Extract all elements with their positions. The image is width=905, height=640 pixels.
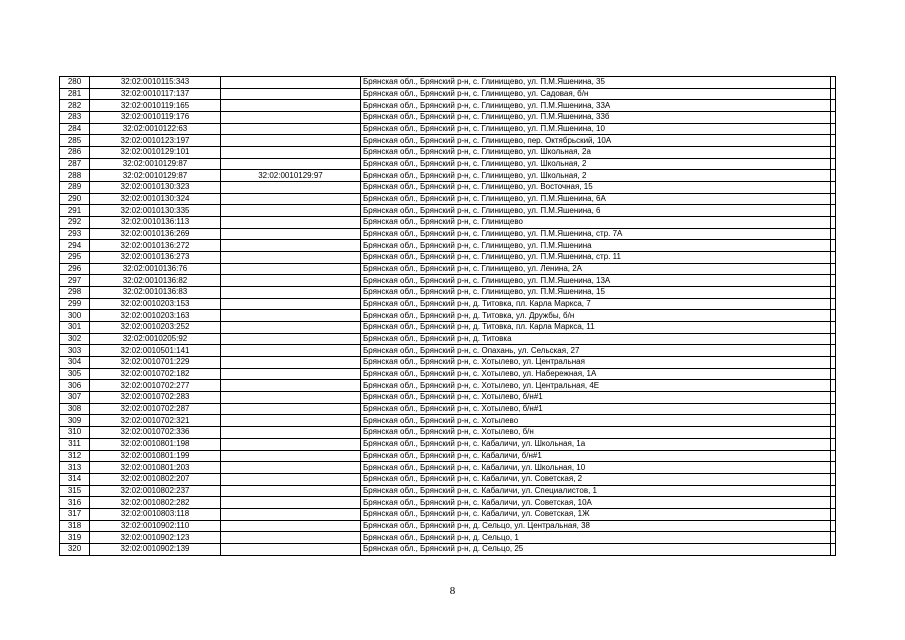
row-number-cell: 291 <box>60 205 90 217</box>
table-row <box>60 532 836 544</box>
linked-cadastral-cell <box>221 252 361 264</box>
address-cell: Брянская обл., Брянский р-н, с. Опахань, ул. Сельская, 27 <box>361 345 831 357</box>
cadastral-number-cell: 32:02:0010702:321 <box>90 415 221 427</box>
table-row <box>60 333 836 345</box>
row-number-cell: 288 <box>60 170 90 182</box>
table-row <box>60 123 836 135</box>
row-number-cell: 311 <box>60 438 90 450</box>
table-row <box>60 228 836 240</box>
linked-cadastral-cell <box>221 298 361 310</box>
table-row <box>60 497 836 509</box>
linked-cadastral-cell <box>221 287 361 299</box>
linked-cadastral-cell <box>221 112 361 124</box>
table-row <box>60 205 836 217</box>
linked-cadastral-cell <box>221 520 361 532</box>
address-cell: Брянская обл., Брянский р-н, с. Глинищево, ул. Школьная, 2 <box>361 158 831 170</box>
empty-cell <box>831 415 836 427</box>
linked-cadastral-cell <box>221 100 361 112</box>
row-number-cell: 304 <box>60 357 90 369</box>
address-cell: Брянская обл., Брянский р-н, с. Кабаличи, ул. Специалистов, 1 <box>361 485 831 497</box>
empty-cell <box>831 357 836 369</box>
row-number-cell: 306 <box>60 380 90 392</box>
empty-cell <box>831 77 836 89</box>
cadastral-number-cell: 32:02:0010136:82 <box>90 275 221 287</box>
empty-cell <box>831 497 836 509</box>
address-cell: Брянская обл., Брянский р-н, с. Глинищево <box>361 217 831 229</box>
address-cell: Брянская обл., Брянский р-н, с. Хотылево, б/н#1 <box>361 403 831 415</box>
cadastral-number-cell: 32:02:0010203:163 <box>90 310 221 322</box>
empty-cell <box>831 322 836 334</box>
empty-cell <box>831 532 836 544</box>
cadastral-number-cell: 32:02:0010902:123 <box>90 532 221 544</box>
linked-cadastral-cell <box>221 88 361 100</box>
empty-cell <box>831 543 836 555</box>
table-row <box>60 415 836 427</box>
empty-cell <box>831 508 836 520</box>
empty-cell <box>831 88 836 100</box>
linked-cadastral-cell <box>221 473 361 485</box>
address-cell: Брянская обл., Брянский р-н, с. Глинищево, ул. П.М.Яшенина, 6А <box>361 193 831 205</box>
address-cell: Брянская обл., Брянский р-н, с. Кабаличи, б/н#1 <box>361 450 831 462</box>
cadastral-number-cell: 32:02:0010203:153 <box>90 298 221 310</box>
address-cell: Брянская обл., Брянский р-н, с. Глинищево, ул. П.М.Яшенина, 33А <box>361 100 831 112</box>
empty-cell <box>831 520 836 532</box>
cadastral-number-cell: 32:02:0010203:252 <box>90 322 221 334</box>
empty-cell <box>831 345 836 357</box>
address-cell: Брянская обл., Брянский р-н, с. Глинищево, ул. Садовая, б/н <box>361 88 831 100</box>
row-number-cell: 300 <box>60 310 90 322</box>
cadastral-number-cell: 32:02:0010136:83 <box>90 287 221 299</box>
cadastral-number-cell: 32:02:0010130:324 <box>90 193 221 205</box>
row-number-cell: 312 <box>60 450 90 462</box>
table-row <box>60 380 836 392</box>
row-number-cell: 292 <box>60 217 90 229</box>
linked-cadastral-cell <box>221 275 361 287</box>
address-cell: Брянская обл., Брянский р-н, с. Глинищево, ул. Школьная, 2а <box>361 147 831 159</box>
address-cell: Брянская обл., Брянский р-н, с. Глинищево, ул. Ленина, 2А <box>361 263 831 275</box>
cadastral-number-cell: 32:02:0010136:273 <box>90 252 221 264</box>
cadastral-number-cell: 32:02:0010702:336 <box>90 427 221 439</box>
cadastral-number-cell: 32:02:0010702:182 <box>90 368 221 380</box>
row-number-cell: 285 <box>60 135 90 147</box>
linked-cadastral-cell <box>221 532 361 544</box>
empty-cell <box>831 228 836 240</box>
linked-cadastral-cell <box>221 403 361 415</box>
empty-cell <box>831 170 836 182</box>
linked-cadastral-cell <box>221 508 361 520</box>
row-number-cell: 286 <box>60 147 90 159</box>
linked-cadastral-cell <box>221 217 361 229</box>
address-cell: Брянская обл., Брянский р-н, с. Глинищево, ул. П.М.Яшенина, стр. 11 <box>361 252 831 264</box>
linked-cadastral-cell <box>221 193 361 205</box>
table-row <box>60 158 836 170</box>
row-number-cell: 298 <box>60 287 90 299</box>
row-number-cell: 287 <box>60 158 90 170</box>
address-cell: Брянская обл., Брянский р-н, с. Глинищево, ул. Школьная, 2 <box>361 170 831 182</box>
linked-cadastral-cell <box>221 228 361 240</box>
address-cell: Брянская обл., Брянский р-н, с. Глинищево, пер. Октябрьский, 10А <box>361 135 831 147</box>
empty-cell <box>831 450 836 462</box>
empty-cell <box>831 182 836 194</box>
cadastral-number-cell: 32:02:0010902:110 <box>90 520 221 532</box>
linked-cadastral-cell <box>221 357 361 369</box>
cadastral-number-cell: 32:02:0010802:237 <box>90 485 221 497</box>
empty-cell <box>831 380 836 392</box>
empty-cell <box>831 263 836 275</box>
table-row <box>60 298 836 310</box>
address-cell: Брянская обл., Брянский р-н, с. Хотылево, б/н <box>361 427 831 439</box>
table-row <box>60 88 836 100</box>
address-cell: Брянская обл., Брянский р-н, с. Глинищево, ул. П.М.Яшенина, 33б <box>361 112 831 124</box>
table-row <box>60 263 836 275</box>
table-row <box>60 112 836 124</box>
row-number-cell: 295 <box>60 252 90 264</box>
table-row <box>60 77 836 89</box>
table-row <box>60 170 836 182</box>
address-cell: Брянская обл., Брянский р-н, д. Сельцо, ул. Центральная, 38 <box>361 520 831 532</box>
row-number-cell: 289 <box>60 182 90 194</box>
cadastral-number-cell: 32:02:0010123:197 <box>90 135 221 147</box>
table-row <box>60 357 836 369</box>
linked-cadastral-cell <box>221 345 361 357</box>
row-number-cell: 280 <box>60 77 90 89</box>
cadastral-number-cell: 32:02:0010802:207 <box>90 473 221 485</box>
linked-cadastral-cell <box>221 485 361 497</box>
row-number-cell: 293 <box>60 228 90 240</box>
table-row <box>60 508 836 520</box>
address-cell: Брянская обл., Брянский р-н, с. Хотылево <box>361 415 831 427</box>
linked-cadastral-cell <box>221 77 361 89</box>
linked-cadastral-cell <box>221 450 361 462</box>
address-cell: Брянская обл., Брянский р-н, с. Глинищево, ул. П.М.Яшенина, стр. 7А <box>361 228 831 240</box>
linked-cadastral-cell <box>221 158 361 170</box>
cadastral-number-cell: 32:02:0010136:272 <box>90 240 221 252</box>
cadastral-number-cell: 32:02:0010119:165 <box>90 100 221 112</box>
table-row <box>60 345 836 357</box>
empty-cell <box>831 392 836 404</box>
address-cell: Брянская обл., Брянский р-н, с. Глинищево, ул. П.М.Яшенина, 10 <box>361 123 831 135</box>
linked-cadastral-cell <box>221 462 361 474</box>
row-number-cell: 315 <box>60 485 90 497</box>
row-number-cell: 290 <box>60 193 90 205</box>
empty-cell <box>831 275 836 287</box>
linked-cadastral-cell <box>221 333 361 345</box>
empty-cell <box>831 147 836 159</box>
empty-cell <box>831 287 836 299</box>
cadastral-number-cell: 32:02:0010129:101 <box>90 147 221 159</box>
table-row <box>60 135 836 147</box>
empty-cell <box>831 310 836 322</box>
address-cell: Брянская обл., Брянский р-н, с. Глинищево, ул. П.М.Яшенина, 35 <box>361 77 831 89</box>
empty-cell <box>831 485 836 497</box>
linked-cadastral-cell <box>221 147 361 159</box>
row-number-cell: 316 <box>60 497 90 509</box>
cadastral-number-cell: 32:02:0010702:283 <box>90 392 221 404</box>
linked-cadastral-cell <box>221 182 361 194</box>
cadastral-number-cell: 32:02:0010902:139 <box>90 543 221 555</box>
row-number-cell: 297 <box>60 275 90 287</box>
cadastral-number-cell: 32:02:0010205:92 <box>90 333 221 345</box>
cadastral-number-cell: 32:02:0010136:269 <box>90 228 221 240</box>
table-row <box>60 252 836 264</box>
address-cell: Брянская обл., Брянский р-н, с. Глинищево, ул. П.М.Яшенина <box>361 240 831 252</box>
table-row <box>60 485 836 497</box>
row-number-cell: 294 <box>60 240 90 252</box>
empty-cell <box>831 135 836 147</box>
cadastral-number-cell: 32:02:0010501:141 <box>90 345 221 357</box>
linked-cadastral-cell <box>221 368 361 380</box>
empty-cell <box>831 112 836 124</box>
empty-cell <box>831 427 836 439</box>
address-cell: Брянская обл., Брянский р-н, д. Титовка <box>361 333 831 345</box>
empty-cell <box>831 240 836 252</box>
table-row <box>60 217 836 229</box>
empty-cell <box>831 158 836 170</box>
empty-cell <box>831 100 836 112</box>
empty-cell <box>831 217 836 229</box>
linked-cadastral-cell <box>221 135 361 147</box>
linked-cadastral-cell <box>221 415 361 427</box>
registry-table-body <box>60 77 836 556</box>
row-number-cell: 301 <box>60 322 90 334</box>
cadastral-number-cell: 32:02:0010801:198 <box>90 438 221 450</box>
table-row <box>60 240 836 252</box>
cadastral-number-cell: 32:02:0010701:229 <box>90 357 221 369</box>
linked-cadastral-cell <box>221 263 361 275</box>
registry-table <box>59 76 836 556</box>
cadastral-number-cell: 32:02:0010130:335 <box>90 205 221 217</box>
address-cell: Брянская обл., Брянский р-н, с. Кабаличи, ул. Советская, 10А <box>361 497 831 509</box>
table-row <box>60 147 836 159</box>
row-number-cell: 302 <box>60 333 90 345</box>
linked-cadastral-cell <box>221 392 361 404</box>
address-cell: Брянская обл., Брянский р-н, с. Хотылево, ул. Центральная, 4Е <box>361 380 831 392</box>
address-cell: Брянская обл., Брянский р-н, с. Кабаличи, ул. Советская, 2 <box>361 473 831 485</box>
empty-cell <box>831 368 836 380</box>
empty-cell <box>831 252 836 264</box>
row-number-cell: 317 <box>60 508 90 520</box>
linked-cadastral-cell <box>221 438 361 450</box>
address-cell: Брянская обл., Брянский р-н, д. Титовка, пл. Карла Маркса, 7 <box>361 298 831 310</box>
linked-cadastral-cell <box>221 380 361 392</box>
row-number-cell: 310 <box>60 427 90 439</box>
cadastral-number-cell: 32:02:0010117:137 <box>90 88 221 100</box>
table-row <box>60 473 836 485</box>
cadastral-number-cell: 32:02:0010136:113 <box>90 217 221 229</box>
table-row <box>60 450 836 462</box>
empty-cell <box>831 438 836 450</box>
row-number-cell: 299 <box>60 298 90 310</box>
empty-cell <box>831 205 836 217</box>
address-cell: Брянская обл., Брянский р-н, с. Хотылево, ул. Центральная <box>361 357 831 369</box>
cadastral-number-cell: 32:02:0010801:199 <box>90 450 221 462</box>
table-row <box>60 193 836 205</box>
empty-cell <box>831 403 836 415</box>
empty-cell <box>831 462 836 474</box>
cadastral-number-cell: 32:02:0010702:277 <box>90 380 221 392</box>
row-number-cell: 313 <box>60 462 90 474</box>
address-cell: Брянская обл., Брянский р-н, д. Сельцо, 25 <box>361 543 831 555</box>
linked-cadastral-cell <box>221 310 361 322</box>
table-row <box>60 438 836 450</box>
address-cell: Брянская обл., Брянский р-н, с. Кабаличи, ул. Советская, 1Ж <box>361 508 831 520</box>
cadastral-number-cell: 32:02:0010801:203 <box>90 462 221 474</box>
empty-cell <box>831 473 836 485</box>
cadastral-number-cell: 32:02:0010803:118 <box>90 508 221 520</box>
table-row <box>60 462 836 474</box>
linked-cadastral-cell <box>221 543 361 555</box>
address-cell: Брянская обл., Брянский р-н, с. Глинищево, ул. П.М.Яшенина, 6 <box>361 205 831 217</box>
table-row <box>60 287 836 299</box>
cadastral-number-cell: 32:02:0010136:76 <box>90 263 221 275</box>
row-number-cell: 296 <box>60 263 90 275</box>
cadastral-number-cell: 32:02:0010115:343 <box>90 77 221 89</box>
row-number-cell: 281 <box>60 88 90 100</box>
row-number-cell: 309 <box>60 415 90 427</box>
linked-cadastral-cell <box>221 123 361 135</box>
row-number-cell: 308 <box>60 403 90 415</box>
row-number-cell: 307 <box>60 392 90 404</box>
cadastral-number-cell: 32:02:0010119:176 <box>90 112 221 124</box>
linked-cadastral-cell <box>221 322 361 334</box>
linked-cadastral-cell <box>221 205 361 217</box>
table-row <box>60 427 836 439</box>
address-cell: Брянская обл., Брянский р-н, с. Хотылево, ул. Набережная, 1А <box>361 368 831 380</box>
empty-cell <box>831 193 836 205</box>
address-cell: Брянская обл., Брянский р-н, с. Кабаличи, ул. Школьная, 10 <box>361 462 831 474</box>
linked-cadastral-cell <box>221 427 361 439</box>
row-number-cell: 319 <box>60 532 90 544</box>
row-number-cell: 282 <box>60 100 90 112</box>
empty-cell <box>831 298 836 310</box>
address-cell: Брянская обл., Брянский р-н, д. Титовка, ул. Дружбы, б/н <box>361 310 831 322</box>
cadastral-number-cell: 32:02:0010130:323 <box>90 182 221 194</box>
table-row <box>60 543 836 555</box>
cadastral-number-cell: 32:02:0010702:287 <box>90 403 221 415</box>
row-number-cell: 305 <box>60 368 90 380</box>
cadastral-number-cell: 32:02:0010802:282 <box>90 497 221 509</box>
address-cell: Брянская обл., Брянский р-н, д. Сельцо, 1 <box>361 532 831 544</box>
row-number-cell: 320 <box>60 543 90 555</box>
table-row <box>60 310 836 322</box>
cadastral-number-cell: 32:02:0010129:87 <box>90 170 221 182</box>
table-row <box>60 368 836 380</box>
table-row <box>60 182 836 194</box>
row-number-cell: 303 <box>60 345 90 357</box>
linked-cadastral-cell <box>221 497 361 509</box>
row-number-cell: 318 <box>60 520 90 532</box>
row-number-cell: 284 <box>60 123 90 135</box>
linked-cadastral-cell: 32:02:0010129:97 <box>221 170 361 182</box>
cadastral-number-cell: 32:02:0010129:87 <box>90 158 221 170</box>
row-number-cell: 314 <box>60 473 90 485</box>
table-row <box>60 275 836 287</box>
cadastral-number-cell: 32:02:0010122:63 <box>90 123 221 135</box>
linked-cadastral-cell <box>221 240 361 252</box>
address-cell: Брянская обл., Брянский р-н, с. Кабаличи, ул. Школьная, 1а <box>361 438 831 450</box>
address-cell: Брянская обл., Брянский р-н, с. Глинищево, ул. Восточная, 15 <box>361 182 831 194</box>
table-row <box>60 520 836 532</box>
address-cell: Брянская обл., Брянский р-н, д. Титовка, пл. Карла Маркса, 11 <box>361 322 831 334</box>
table-row <box>60 322 836 334</box>
empty-cell <box>831 333 836 345</box>
table-row <box>60 100 836 112</box>
page-number: 8 <box>449 585 456 597</box>
address-cell: Брянская обл., Брянский р-н, с. Глинищево, ул. П.М.Яшенина, 15 <box>361 287 831 299</box>
table-row <box>60 403 836 415</box>
address-cell: Брянская обл., Брянский р-н, с. Хотылево, б/н#1 <box>361 392 831 404</box>
empty-cell <box>831 123 836 135</box>
table-row <box>60 392 836 404</box>
address-cell: Брянская обл., Брянский р-н, с. Глинищево, ул. П.М.Яшенина, 13А <box>361 275 831 287</box>
row-number-cell: 283 <box>60 112 90 124</box>
